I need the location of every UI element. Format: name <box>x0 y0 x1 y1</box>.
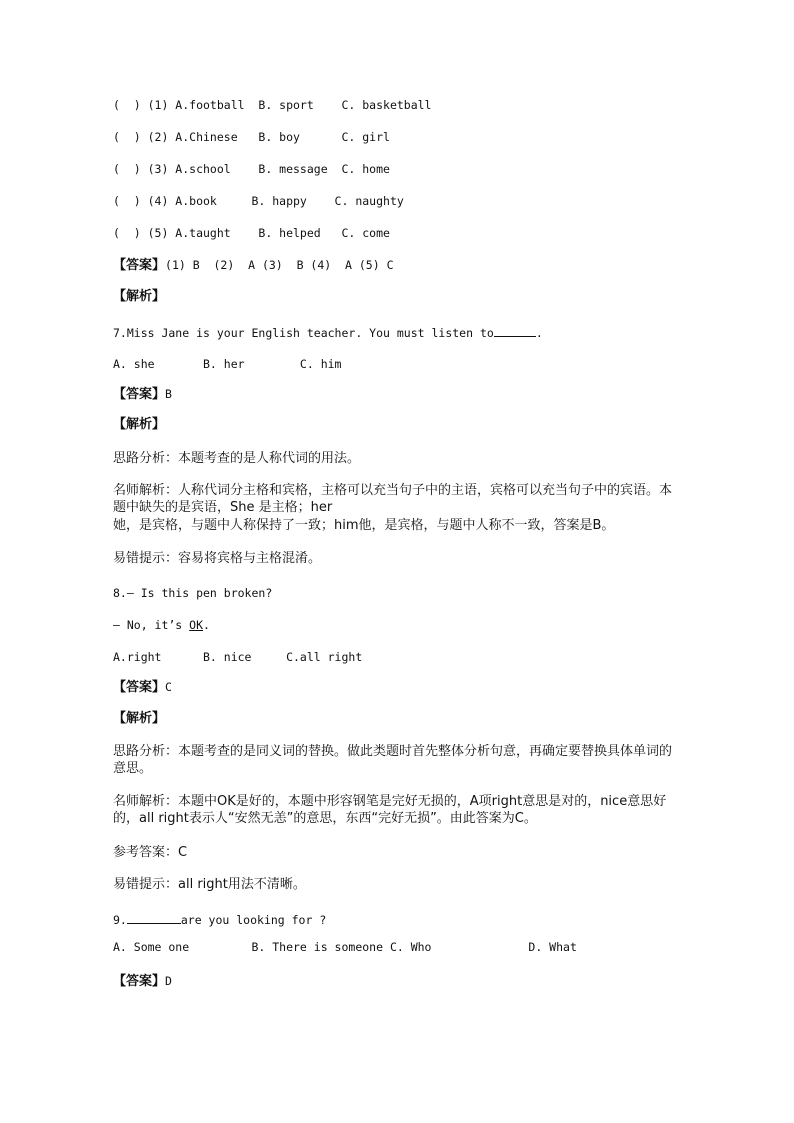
answer-label: 【答案】 <box>113 387 166 402</box>
answer-text: D <box>165 974 172 988</box>
q7-question-text: 7.Miss Jane is your English teacher. You must listen to <box>113 326 494 340</box>
q6-item-2: ( ) (2) A.Chinese B. boy C. girl <box>113 130 390 144</box>
q7-question-end: . <box>535 326 543 340</box>
q8-teacher-analysis: 名师解析：本题中OK是好的，本题中形容钢笔是完好无损的，A项right意思是对的，nice意思好的，all right表示人“安然无恙”的意思，东西“完好无损”。由此答案为C。 <box>113 794 667 826</box>
q8-response-text: — No, it’s <box>113 618 190 632</box>
q8-thinking: 思路分析：本题考查的是同义词的替换。做此类题时首先整体分析句意，再确定要替换具体单词的意思。 <box>113 744 673 776</box>
answer-label: 【答案】 <box>113 974 166 989</box>
q8-tip: 易错提示：all right用法不清晰。 <box>113 877 306 892</box>
q8-analysis-label: 【解析】 <box>113 711 166 726</box>
q9-answer-blank <box>127 911 181 924</box>
q6-analysis-label: 【解析】 <box>113 289 166 304</box>
q7-answer-blank <box>494 324 536 337</box>
q8-response-end: . <box>203 618 210 632</box>
q8-question: 8.— Is this pen broken? <box>113 586 273 600</box>
q6-item-3: ( ) (3) A.school B. message C. home <box>113 162 390 176</box>
q7-teacher-analysis: 名师解析：人称代词分主格和宾格，主格可以充当句子中的主语，宾格可以充当句子中的宾语。本题中缺失的是宾语，She 是主格；her <box>113 483 673 515</box>
q7-analysis-label: 【解析】 <box>113 417 166 432</box>
answer-text: C <box>165 680 172 694</box>
q6-item-4: ( ) (4) A.book B. happy C. naughty <box>113 194 404 208</box>
q8-underlined-word: OK <box>189 618 204 632</box>
q9-question-text: are you looking for ? <box>180 913 327 927</box>
q8-response <box>113 617 210 633</box>
q6-item-1: ( ) (1) A.football B. sport C. basketball <box>113 98 432 112</box>
q7-tip: 易错提示：容易将宾格与主格混淆。 <box>113 551 322 566</box>
q9-number: 9. <box>113 913 127 927</box>
q8-answer <box>113 679 172 696</box>
q7-question <box>113 324 543 341</box>
q8-reference: 参考答案：C <box>113 845 188 860</box>
q9-options: A. Some one B. There is someone C. Who D. What <box>113 940 577 954</box>
answer-text: (1) B (2) A (3) B (4) A (5) C <box>165 258 394 272</box>
q7-teacher-analysis-cont: 她，是宾格，与题中人称保持了一致；him他，是宾格，与题中人称不一致，答案是B。 <box>113 518 615 533</box>
q6-item-5: ( ) (5) A.taught B. helped C. come <box>113 226 390 240</box>
q7-thinking: 思路分析：本题考查的是人称代词的用法。 <box>113 451 361 466</box>
q9-question <box>113 911 326 928</box>
q9-answer <box>113 973 172 990</box>
q6-answer <box>113 257 394 274</box>
answer-text: B <box>165 387 172 401</box>
answer-label: 【答案】 <box>113 258 166 273</box>
q7-options: A. she B. her C. him <box>113 357 342 371</box>
answer-label: 【答案】 <box>113 680 166 695</box>
q8-options: A.right B. nice C.all right <box>113 650 363 664</box>
q7-answer <box>113 386 172 403</box>
